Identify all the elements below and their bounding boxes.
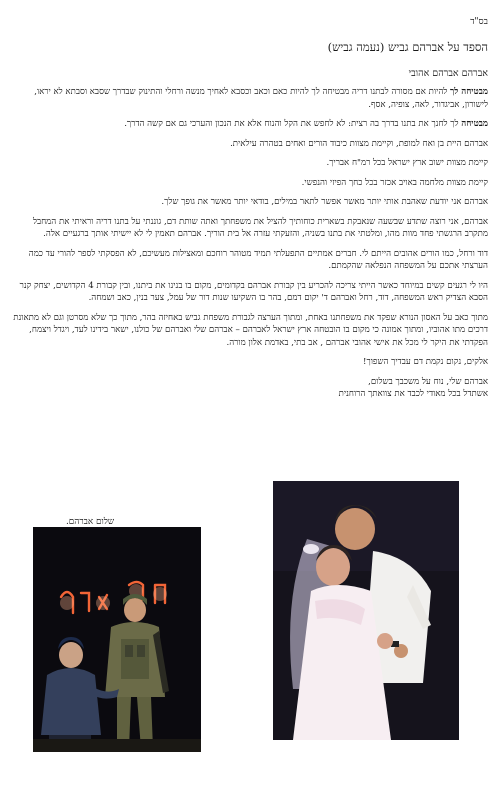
paragraph-text: קיימת מצוות מלחמה באויב אכזר בכל כחך הפיזי והנפשי. (301, 177, 488, 188)
photo-soldier-night (33, 527, 201, 752)
paragraph-8 (8, 248, 488, 273)
paragraph-6 (8, 196, 488, 209)
paragraph-1 (8, 86, 488, 111)
paragraph-text: אלקים, נקום נקמת דם עבדיך השפוך! (363, 357, 488, 367)
paragraph-2 (8, 118, 488, 131)
photo-wedding-couple-image (273, 481, 459, 740)
closing-line-1: אברהם שלי, נוח על משכבך בשלום, (368, 376, 488, 387)
paragraph-text: אברהם, אני רוצה שתדע שבשעה שנאבקת בשארית כוחותיך להציל את משפחתך ואתה שותת דם, גוננתי על בתנו דריה וראיתי את המחבל מתקרב הרגשתי פחד מוות מהו, ומלטתי את בתנו בשניה, והזעקתי עזרה אל בית הוריך. אברהם תאמין לי לא יישיתי אותך ברגעיים אלה. (32, 216, 488, 239)
paragraph-4 (8, 157, 488, 170)
closing-line-2: אשתדל בכל מאודי לכבד את צוואתך הרוחנית (338, 389, 488, 399)
photo-soldier-night-image (33, 527, 201, 752)
paragraph-10 (8, 312, 488, 350)
page-title: הספד על אברהם גביש (נעמה גביש) (327, 40, 488, 54)
paragraph-3 (8, 138, 488, 151)
photo-wedding-couple (273, 481, 459, 740)
paragraph-5 (8, 177, 488, 190)
paragraph-text: דוד ורחל, כמו הורים אהובים הייתם לי. חברים אמתיים התפעלתי תמיד מטוהר רוחכם ומאצילות מעשיכם, לא הפסקתי לספר להורי עד כמה הערצתי אתכם על המשפחה הנפלאה שהקמתם. (28, 248, 488, 271)
paragraph-9 (8, 280, 488, 305)
greeting-line: אברהם אברהם אהובי (408, 68, 488, 79)
paragraph-lead: מבטיחה לך (450, 87, 488, 97)
bsd-header: בס"ד (470, 17, 488, 27)
paragraph-text: מתוך כאב על האסון הנורא שפקד את משפחתנו באחת, ומתוך הערצה לגבורת משפחת גביש באחיזה בהר, מתוך כך שלא מסרטן וגם לא מתאונת דרכים מתו אהוביו, ומתוך אמונה כי מקום בו הובטחה ארץ ישראל לאברהם – אברהם שלי ואברהם של כולנו, ישאר בידינו לעד, ויגדל ויצמח, הפקדתי את היקר לי מכל את אישי אהובי אברהם , אב בתי, באדמת אלון מורה. (13, 312, 488, 348)
paragraph-11 (8, 356, 488, 369)
closing-block (8, 376, 488, 401)
paragraph-lead: מבטיחה (461, 119, 488, 129)
paragraph-text: קיימת מצוות ישוב ארץ ישראל בכל רמ"ח אבריך. (326, 158, 488, 168)
paragraph-text: אברהם היית בן ואח למופת, וקיימת מצוות כיבוד הורים ואחים בטהרה עילאית. (230, 138, 488, 149)
paragraph-text: היו לי רגעים קשים במיוחד כאשר הייתי צריכה להכריע בין קבורת אברהם בקדומים, מקום בו בנינו את ביתנו, ובין קבורת 4 הקדושים, יצחק קנר הסבא הצדיק ראש המשפחה, דוד, רחל ואברהם ד' יקום דמם, בהר בו השקיעו שנות דור של עמל, צער בנין, כאב ושמחה. (19, 280, 488, 303)
paragraph-text: להיות אם מסורה לבתנו דריה מבטיחה לך להיות כאם וכאב וכסבא לאחיך מנשה ורחלי והתינוק שבדרך שסבא וסבתא לא יראו, לישורון, אביגדור, לאה, צופיה, אסף. (34, 87, 488, 110)
paragraph-text: לך לחנך את בתנו בדרך בה רצית: לא לחפש את הקל והנוח אלא את הנכון והערכי גם אם קשה הדרך. (124, 119, 462, 129)
paragraph-text: אברהם אני יודעת שאהבת אותי יותר מאשר אפשר לתאר במילים, בודאי יותר מאשר את גופך שלך. (161, 197, 488, 207)
paragraph-7 (8, 216, 488, 241)
signoff-text: שלום אברהם. (66, 517, 115, 527)
eulogy-body (8, 86, 488, 408)
